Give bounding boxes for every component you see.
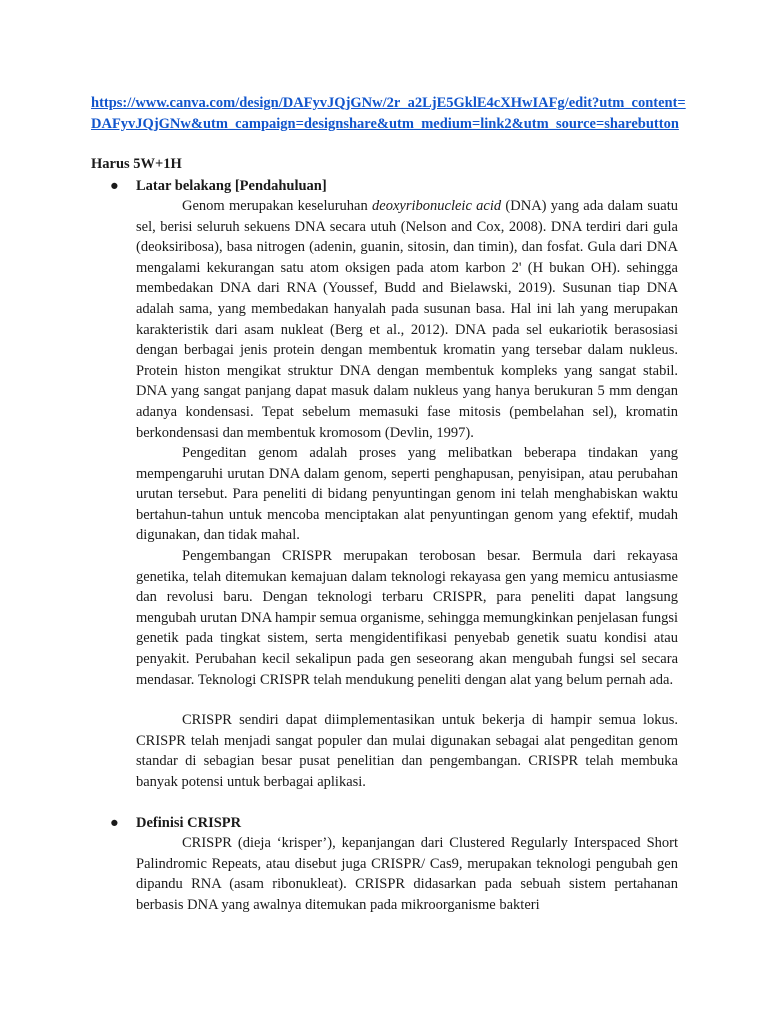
bullet-icon: ● — [110, 178, 119, 194]
paragraph-genom — [136, 196, 678, 443]
paragraph-definisi-text: CRISPR (dieja ‘krisper’), kepanjangan dari Clustered Regularly Interspaced Short Palindromic Repeats, atau disebut juga CRISPR/ Cas9, merupakan teknologi pengubah gen dipandu RNA (asam ribonukleat). CRISPR didasarkan pada sebuah sistem pertahanan berbasis DNA yang awalnya ditemukan pada mikroorganisme bakteri — [136, 835, 678, 913]
paragraph-pengembangan-text: Pengembangan CRISPR merupakan terobosan besar. Bermula dari rekayasa genetika, telah ditemukan kemajuan dalam teknologi rekayasa gen yang memicu antusiasme dan revolusi baru. Dengan teknologi terbaru CRISPR, para peneliti dapat langsung mengubah urutan DNA hampir semua organisme, sehingga memungkinkan penjelasan fungsi genetik pada tingkat sistem, serta mengidentifikasi penyebab genetik suatu kondisi atau penyakit. Perubahan kecil sekalipun pada gen seseorang akan mengubah fungsi sel secara mendasar. Teknologi CRISPR telah mendukung peneliti dengan alat yang belum pernah ada. — [136, 548, 678, 688]
section-title-definisi: Definisi CRISPR — [136, 815, 242, 831]
bullet-icon: ● — [110, 815, 119, 831]
canva-link[interactable]: https://www.canva.com/design/DAFyvJQjGNw/2r_a2LjE5GklE4cXHwIAFg/edit?utm_content=DAFyvJQjGNw&utm_campaign=designshare&utm_medium=link2&utm_source=sharebutton — [91, 95, 686, 132]
bullet-latar-belakang — [110, 176, 327, 196]
paragraph-crispr-lokus — [136, 710, 678, 792]
paragraph-genom-rest: (DNA) yang ada dalam suatu sel, berisi seluruh sekuens DNA secara utuh (Nelson and Cox, 2008). DNA terdiri dari gula (deoksiribosa), basa nitrogen (adenin, guanin, sitosin, dan timin), dan fosfat. Gula dari DNA mengalami kekurangan satu atom oksigen pada atom karbon 2' (H bukan OH). sehingga membedakan DNA dari RNA (Youssef, Budd and Bielawski, 2019). Susunan tiap DNA adalah sama, yang membedakan hanyalah pada susunan basa. Hal ini lah yang merupakan karakteristik dari asam nukleat (Berg et al., 2012). DNA pada sel eukariotik berasosiasi dengan berbagai jenis protein dengan membentuk kromatin yang tersebar dalam nukleus. Protein histon mengikat struktur DNA dengan membentuk kompleks yang sangat stabil. DNA yang sangat panjang dapat masuk dalam nukleus yang hanya berukuran 5 mm dengan adanya kondensasi. Tepat sebelum memasuki fase mitosis (pembelahan sel), kromatin berkondensasi dan membentuk kromosom (Devlin, 1997). — [136, 198, 678, 441]
paragraph-genom-italic-term: deoxyribonucleic acid — [372, 198, 502, 214]
paragraph-pengembangan-crispr — [136, 546, 678, 690]
paragraph-pengeditan-genom — [136, 443, 678, 546]
heading-5w1h: Harus 5W+1H — [91, 156, 182, 172]
paragraph-genom-start: Genom merupakan keseluruhan — [182, 198, 373, 214]
bullet-definisi-crispr — [110, 813, 241, 833]
paragraph-pengeditan-text: Pengeditan genom adalah proses yang melibatkan beberapa tindakan yang mempengaruhi urutan DNA dalam genom, seperti penghapusan, penyisipan, atau perubahan urutan tersebut. Para peneliti di bidang penyuntingan genom ini telah menghabiskan waktu bertahun-tahun untuk mencoba menciptakan alat penyuntingan genom yang efektif, mudah digunakan, dan tidak mahal. — [136, 445, 678, 544]
section-title-latar-belakang: Latar belakang [Pendahuluan] — [136, 178, 327, 194]
paragraph-crispr-lokus-text: CRISPR sendiri dapat diimplementasikan untuk bekerja di hampir semua lokus. CRISPR telah menjadi sangat populer dan mulai digunakan sebagai alat pengeditan genom standar di sebagian besar pusat penelitian dan pengembangan. CRISPR telah membuka banyak potensi untuk berbagai aplikasi. — [136, 712, 678, 790]
paragraph-definisi-crispr — [136, 833, 678, 915]
